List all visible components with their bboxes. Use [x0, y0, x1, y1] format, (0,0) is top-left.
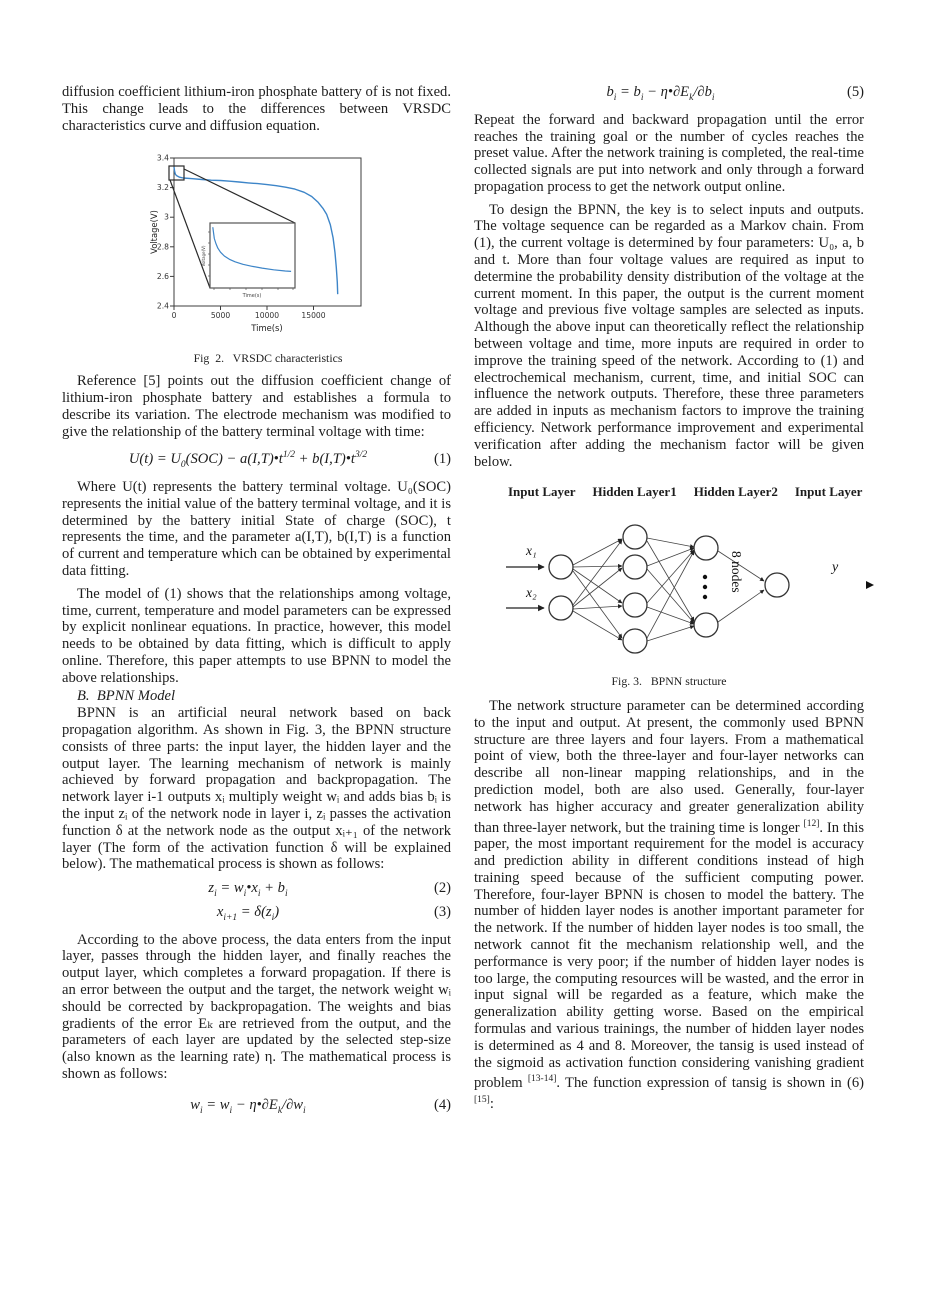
equation-1-body: $U(t) = U_0(SOC)$ − $a(I,T)•t^{1/2}$ + $b(I,T)•t^{3/2}$: [128, 450, 368, 471]
equation-3: [62, 904, 451, 927]
zoom-connector-2: [184, 169, 295, 223]
input-node-1: [549, 555, 573, 579]
equation-2: [62, 880, 451, 903]
input-label-x1: x₁: [526, 543, 537, 559]
equation-2-number: (2): [433, 880, 451, 897]
right-column: [474, 84, 864, 1114]
input-node-2: [549, 596, 573, 620]
zoom-connector-1: [170, 180, 210, 288]
hidden1-node-4: [623, 629, 647, 653]
paragraph-model: The model of (1) shows that the relationships among voltage, time, current, temperature and model parameters can be expressed by explicit nonlinear equations. In practice, however, this model needs to be obtained by data fitting, which is difficult to apply online. Therefore, this paper attempts to use BPNN to model the above relationships.: [62, 585, 451, 686]
hidden2-node-top: [694, 536, 718, 560]
vrsdc-chart: [148, 144, 388, 340]
y-axis-label: Voltage(V): [149, 210, 159, 255]
inset-plot: [201, 223, 295, 299]
left-column: [62, 84, 451, 1125]
hidden1-node-1: [623, 525, 647, 549]
figure-3-layer-labels: [508, 484, 864, 501]
edges-hidden1-hidden2: [647, 538, 694, 641]
paragraph-reference: Reference [5] points out the diffusion coefficient change of lithium-iron phosphate battery and establishes a formula to describe its variation. The electrode mechanism was modified to give the relationship of the battery terminal voltage with time:: [62, 373, 451, 440]
svg-text:3.4: 3.4: [156, 153, 169, 163]
figure-2: [148, 144, 388, 365]
paragraph-bpnn: BPNN is an artificial neural network based on back propagation algorithm. As shown in Fig. 3, the BPNN structure consists of three parts: the input layer, the hidden layer and the output layer. The learning mechanism of network is mainly achieved by forward propagation and backpropagation. The network layer i-1 outputs xᵢ multiply weight wᵢ and adds bias bᵢ is the input zᵢ of the network node in layer i, zᵢ passes the activation function δ at the network node as the output xᵢ₊₁ of the network layer (The form of the activation function δ will be explained below). The mathematical process is shown as follows:: [62, 705, 451, 873]
hidden1-node-2: [623, 555, 647, 579]
svg-text:3: 3: [164, 213, 169, 223]
svg-text:5000: 5000: [210, 311, 231, 321]
equation-4-body: $w_i = w_i$ − $\eta•\partial E_k/\partial w_i$: [190, 1096, 306, 1116]
svg-text:2.8: 2.8: [156, 242, 169, 252]
figure-3-caption: Fig. 3. BPNN structure: [611, 674, 727, 689]
equation-5-number: (5): [846, 84, 864, 100]
x-ticks: [174, 306, 314, 310]
bpnn-diagram-wrap: [498, 505, 864, 670]
equation-2-body: $z_i$ = $w_i•x_i + b_i$: [208, 880, 288, 900]
paragraph-repeat: Repeat the forward and backward propagation until the error reaches the training goal or the number of cycles reaches the preset value. After the network training is completed, the real-time collected signals are put into network and only through a forward propagation process to get the network output online.: [474, 111, 864, 195]
edges-input-hidden1: [573, 539, 622, 640]
paragraph-according: According to the above process, the data enters from the input layer, passes through the hidden layer, and finally reaches the output layer, which completes a forward propagation. If there is an error between the output and the target, the network weight wᵢ should be corrected by backpropagation. The weights and bias gradients of the error Eₖ are retrieved from the output, and the parameters of each layer are updated by the selected step-size (also known as the learning rate) η. The mathematical process is shown as follows:: [62, 931, 451, 1083]
svg-text:15000: 15000: [301, 311, 326, 321]
bpnn-diagram: [498, 505, 883, 665]
paragraph-design: To design the BPNN, the key is to select inputs and outputs. The voltage sequence can be regarded as a Markov chain. From (1), the current voltage is determined by four parameters: U₀, a, b and t. More than four voltage values are required as input to determine the probability density distribution of the voltage at the current moment. In this paper, the output is the current moment voltage and previous five voltage samples are selected as inputs. Although the above input can theoretically reflect the relationship between voltage and time, more inputs are required in order to improve the training speed of the network. According to (1) and electrochemical mechanism, current, time, and initial SOC can influence the network outputs. Therefore, these three parameters are added in inputs as mechanism factors to improve the training efficiency. Network performance improvement and experimental verification after adding the mechanism factor will be given below.: [474, 201, 864, 470]
hidden2-ellipsis-dots: [703, 575, 707, 599]
hidden2-count-label: 8 nodes: [729, 551, 744, 593]
section-heading-b: B. BPNN Model: [77, 687, 176, 704]
equation-3-number: (3): [433, 903, 451, 920]
layer-label-hidden1: Hidden Layer1: [592, 484, 677, 500]
paragraph-network-structure: The network structure parameter can be determined according to the input and output. At present, the commonly used BPNN structure are three layers and four layers. From a mathematical point of view, both the three-layer and four-layer networks can describe all non-linear mapping relationships, and in the prediction model, both are also used. Generally, four-layer network has higher accuracy and greater generalization ability than three-layer network, but the training time is longer [12]. In this paper, the most important requirement for the model is accuracy and prediction ability in different conditions instead of high training speed because of the sufficient computing power. Therefore, four-layer BPNN is chosen to model the battery. The number of hidden layer nodes is another important parameter for the network. If the number of hidden layer nodes is too small, the network cannot fit the mechanism relationship well, and the performance is very poor; if the number of hidden layer nodes is too large, the computing resources will be wasted, and the error in input signal will be regarded as a feature, which make the generalization ability getting worse. Based on the empirical formulas and various trainings, the number of hidden layer nodes is determined as 4 and 8. Moreover, the tansig is used instead of the sigmoid as activation function considering vanishing gradient problem [13-14]. The function expression of tansig is shown in (6) [15]:: [474, 698, 865, 1112]
x-axis-label: Time(s): [251, 323, 283, 334]
output-label-y: y: [832, 560, 839, 576]
x-tick-labels: [172, 311, 326, 320]
equation-1: [62, 447, 451, 474]
equation-1-number: (1): [433, 451, 451, 468]
paragraph-where: Where U(t) represents the battery terminal voltage. U₀(SOC) represents the initial value of the battery terminal voltage, and it is determined by the battery initial State of charge (SOC), t represents the time, and the parameter a(I,T), b(I,T) is a function of current and temperature which can be obtained by experimental data fitting.: [62, 478, 451, 579]
layer-label-hidden2: Hidden Layer2: [693, 484, 778, 500]
svg-text:10000: 10000: [254, 311, 280, 321]
svg-text:2.6: 2.6: [156, 272, 169, 282]
paragraph-intro: diffusion coefficient lithium-iron phosphate battery of is not fixed. This change leads to the differences between VRSDC characteristics curve and diffusion equation.: [62, 84, 451, 134]
input-label-x2: x₂: [526, 585, 537, 601]
hidden1-node-3: [623, 593, 647, 617]
equation-5-body: $b_i = b_i$ − $\eta•\partial E_k/\partial b_i$: [606, 84, 715, 103]
equation-4-number: (4): [433, 1096, 451, 1113]
svg-text:3.2: 3.2: [156, 183, 169, 193]
equation-5: [474, 84, 864, 107]
figure-3: [474, 484, 864, 688]
layer-label-input: Input Layer: [508, 484, 576, 500]
inset-x-axis-label: Time(s): [242, 293, 262, 300]
inset-y-axis-label: Voltage(V): [201, 245, 206, 267]
figure-2-caption: Fig 2. VRSDC characteristics: [193, 351, 343, 366]
svg-text:2.4: 2.4: [156, 301, 169, 311]
output-arrow-icon: [866, 581, 874, 589]
equation-4: [62, 1097, 451, 1120]
svg-text:0: 0: [171, 311, 177, 321]
layer-label-output: Input Layer: [794, 484, 863, 500]
hidden2-node-bottom: [694, 613, 718, 637]
output-node: [765, 573, 789, 597]
equation-3-body: $x_{i+1} = \delta(z_i)$: [216, 903, 280, 923]
